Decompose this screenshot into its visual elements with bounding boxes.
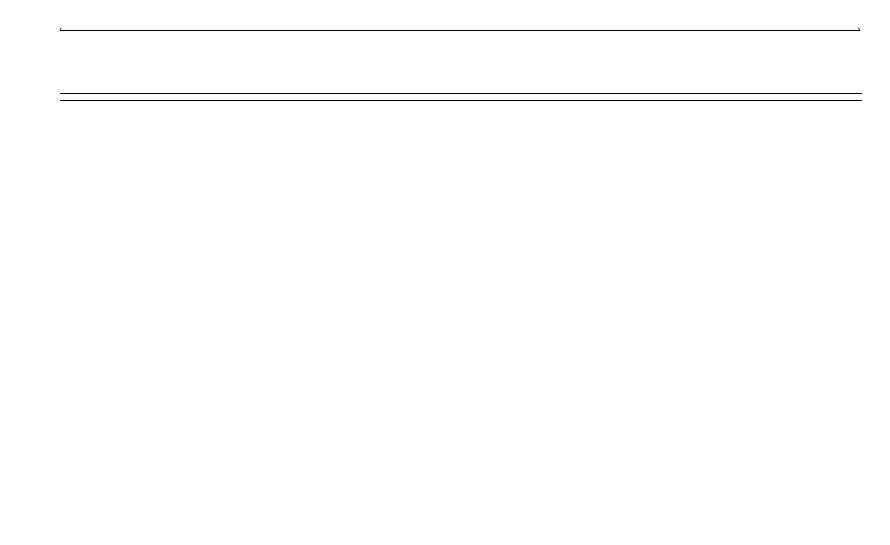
track-divider xyxy=(60,100,862,101)
ruler-axis[interactable] xyxy=(60,30,860,31)
refseq-gene-line[interactable] xyxy=(0,525,890,545)
ruler-arrow-left-icon: ‹ xyxy=(58,25,64,35)
cytoband-bar[interactable] xyxy=(60,93,862,94)
ruler-arrow-right-icon: › xyxy=(856,25,862,35)
